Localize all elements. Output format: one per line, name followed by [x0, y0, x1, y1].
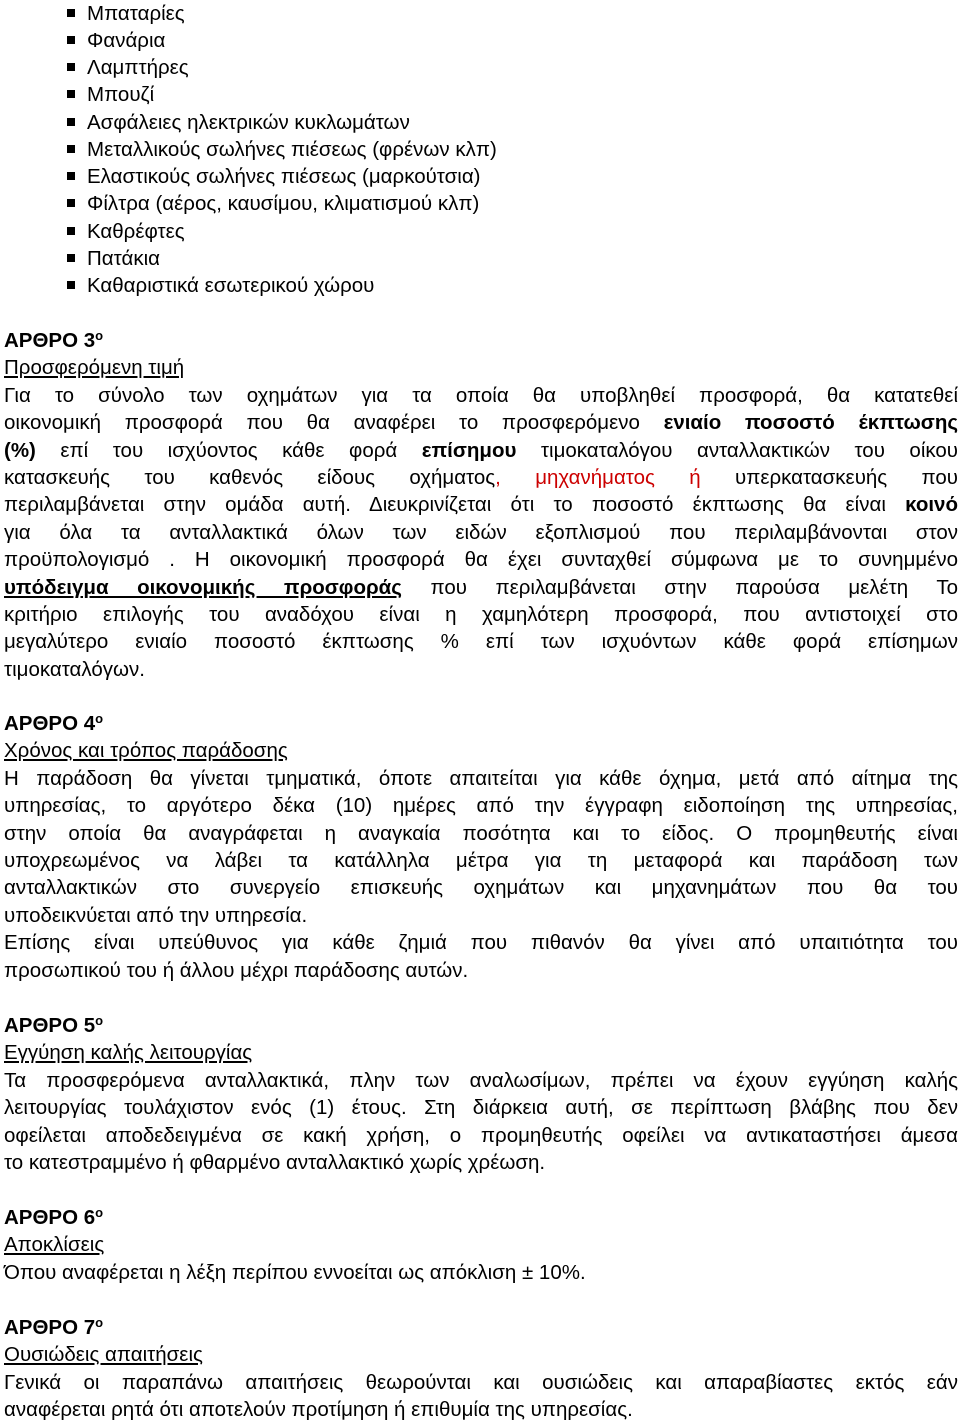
square-bullet-icon: [67, 36, 75, 44]
article-5-line: Τα προσφερόμενα ανταλλακτικά, πλην των αναλωσίμων, πρέπει να έχουν εγγύηση καλής: [4, 1068, 958, 1092]
list-item: [87, 272, 374, 299]
square-bullet-icon: [67, 118, 75, 126]
list-item: [87, 163, 481, 190]
list-item-text: Φανάρια: [87, 29, 166, 52]
article-5-line: οφείλεται αποδεδειγμένα σε κακή χρήση, ο προμηθευτής οφείλει να αντικαταστήσει άμεσα: [4, 1123, 958, 1147]
list-item-text: Ασφάλειες ηλεκτρικών κυκλωμάτων: [87, 111, 410, 134]
article-4-line: υποδεικνύεται από την υπηρεσία.: [4, 903, 308, 927]
article-3-subtitle: Προσφερόμενη τιμή: [4, 356, 185, 380]
square-bullet-icon: [67, 254, 75, 262]
list-item: [87, 54, 189, 81]
list-item: [87, 81, 154, 108]
article-5-line: το κατεστραμμένο ή φθαρμένο ανταλλακτικό χωρίς χρέωση.: [4, 1151, 546, 1174]
article-4-line: Η παράδοση θα γίνεται τμηματικά, όποτε απαιτείται για κάθε όχημα, μετά από αίτημα της: [4, 766, 958, 790]
article-4-line: υποχρεωμένος να λάβει τα κατάλληλα μέτρα για τη μεταφορά και παράδοση των: [4, 849, 958, 872]
square-bullet-icon: [67, 227, 75, 235]
list-item: [87, 190, 479, 217]
list-item-text: Καθρέφτες: [87, 220, 185, 243]
article-4-heading: ΑΡΘΡΟ $4^o$: [4, 711, 104, 735]
list-item: [87, 136, 497, 163]
article-3-line: υπόδειγμα οικονομικής προσφοράς που περιλαμβάνεται στην παρούσα μελέτη Το: [4, 575, 959, 599]
article-4-line: στην οποία θα αναγράφεται η αναγκαία ποσότητα και το είδος. Ο προμηθευτής είναι: [4, 821, 958, 845]
article-5-line: λειτουργίας τουλάχιστον ενός (1) έτους. Στη διάρκεια αυτή, σε περίπτωση βλάβης που δεν: [4, 1096, 958, 1120]
article-4-subtitle: Χρόνος και τρόπος παράδοσης: [4, 739, 288, 763]
article-3-line: τιμοκαταλόγων.: [4, 657, 145, 681]
list-item: [87, 109, 410, 136]
list-item: [87, 0, 185, 27]
square-bullet-icon: [67, 199, 75, 207]
article-3-line: Για το σύνολο των οχημάτων για τα οποία θα υποβληθεί προσφορά, θα κατατεθεί: [4, 383, 958, 407]
article-6-heading: ΑΡΘΡΟ $6^o$: [4, 1205, 104, 1229]
list-item-text: Καθαριστικά εσωτερικού χώρου: [87, 274, 375, 297]
list-item-text: Λαμπτήρες: [87, 56, 189, 79]
list-item: [87, 245, 160, 272]
article-5-heading: ΑΡΘΡΟ $5^o$: [4, 1013, 104, 1037]
article-4-line: ανταλλακτικών στο συνεργείο επισκευής οχημάτων και μηχανημάτων που θα του: [4, 876, 958, 900]
article-3-line: προϋπολογισμό . Η οικονομική προσφορά θα έχει συνταχθεί σύμφωνα με το συνημμένο: [4, 548, 958, 572]
article-3-line: κριτήριο επιλογής του αναδόχου είναι η χαμηλότερη προσφορά, που αντιστοιχεί στο: [4, 603, 958, 626]
article-3-line: μεγαλύτερο ενιαίο ποσοστό έκπτωσης % επί των ισχυόντων κάθε φορά επίσημων: [4, 630, 958, 654]
article-4-line: Επίσης είναι υπεύθυνος για κάθε ζημιά που πιθανόν θα γίνει από υπαιτιότητα του: [4, 931, 958, 955]
article-6-subtitle: Αποκλίσεις: [4, 1233, 105, 1257]
article-3-line: (%) επί του ισχύοντος κάθε φορά επίσημου τιμοκαταλόγου ανταλλακτικών του οίκου: [4, 438, 958, 462]
article-3-heading: ΑΡΘΡΟ $3^o$: [4, 328, 104, 352]
article-5-subtitle: Εγγύηση καλής λειτουργίας: [4, 1041, 253, 1065]
article-7-heading: ΑΡΘΡΟ $7^o$: [4, 1315, 104, 1339]
square-bullet-icon: [67, 145, 75, 153]
list-item-text: Μπουζί: [87, 83, 155, 106]
article-3-line: περιλαμβάνεται στην ομάδα αυτή. Διευκρινίζεται ότι το ποσοστό έκπτωσης θα είναι κοινό: [4, 493, 958, 517]
article-4-line: προσωπικού του ή άλλου μέχρι παράδοσης αυτών.: [4, 958, 469, 982]
square-bullet-icon: [67, 9, 75, 17]
article-3-line: κατασκευής του καθενός είδους οχήματος, μηχανήματος ή υπερκατασκευής που: [4, 466, 959, 489]
article-3-line: για όλα τα ανταλλακτικά όλων των ειδών εξοπλισμού που περιλαμβάνονται στον: [4, 520, 958, 544]
square-bullet-icon: [67, 90, 75, 98]
article-3-line: οικονομική προσφορά που θα αναφέρει το προσφερόμενο ενιαίο ποσοστό έκπτωσης: [4, 411, 958, 435]
square-bullet-icon: [67, 281, 75, 289]
list-item-text: Μπαταρίες: [87, 2, 185, 25]
square-bullet-icon: [67, 63, 75, 71]
list-item-text: Φίλτρα (αέρος, καυσίμου, κλιματισμού κλπ): [87, 192, 480, 215]
article-7-subtitle: Ουσιώδεις απαιτήσεις: [4, 1343, 203, 1367]
list-item: [87, 27, 165, 54]
list-item-text: Μεταλλικούς σωλήνες πιέσεως (φρένων κλπ): [87, 138, 497, 161]
list-item-text: Ελαστικούς σωλήνες πιέσεως (μαρκούτσια): [87, 165, 481, 188]
article-7-line: αναφέρεται ρητά ότι αποτελούν προτίμηση ή επιθυμία της υπηρεσίας.: [4, 1398, 633, 1422]
square-bullet-icon: [67, 172, 75, 180]
article-6-line: Όπου αναφέρεται η λέξη περίπου εννοείται ως απόκλιση ± 10%.: [4, 1260, 586, 1284]
highlighted-text: , μηχανήματος ή: [495, 466, 701, 489]
article-7-line: Γενικά οι παραπάνω απαιτήσεις θεωρούνται και ουσιώδεις και απαραβίαστες εκτός εάν: [4, 1370, 958, 1394]
list-item-text: Πατάκια: [87, 247, 160, 270]
list-item: [87, 218, 185, 245]
article-4-line: υπηρεσίας, το αργότερο δέκα (10) ημέρες από την έγγραφη ειδοποίηση της υπηρεσίας,: [4, 794, 958, 818]
